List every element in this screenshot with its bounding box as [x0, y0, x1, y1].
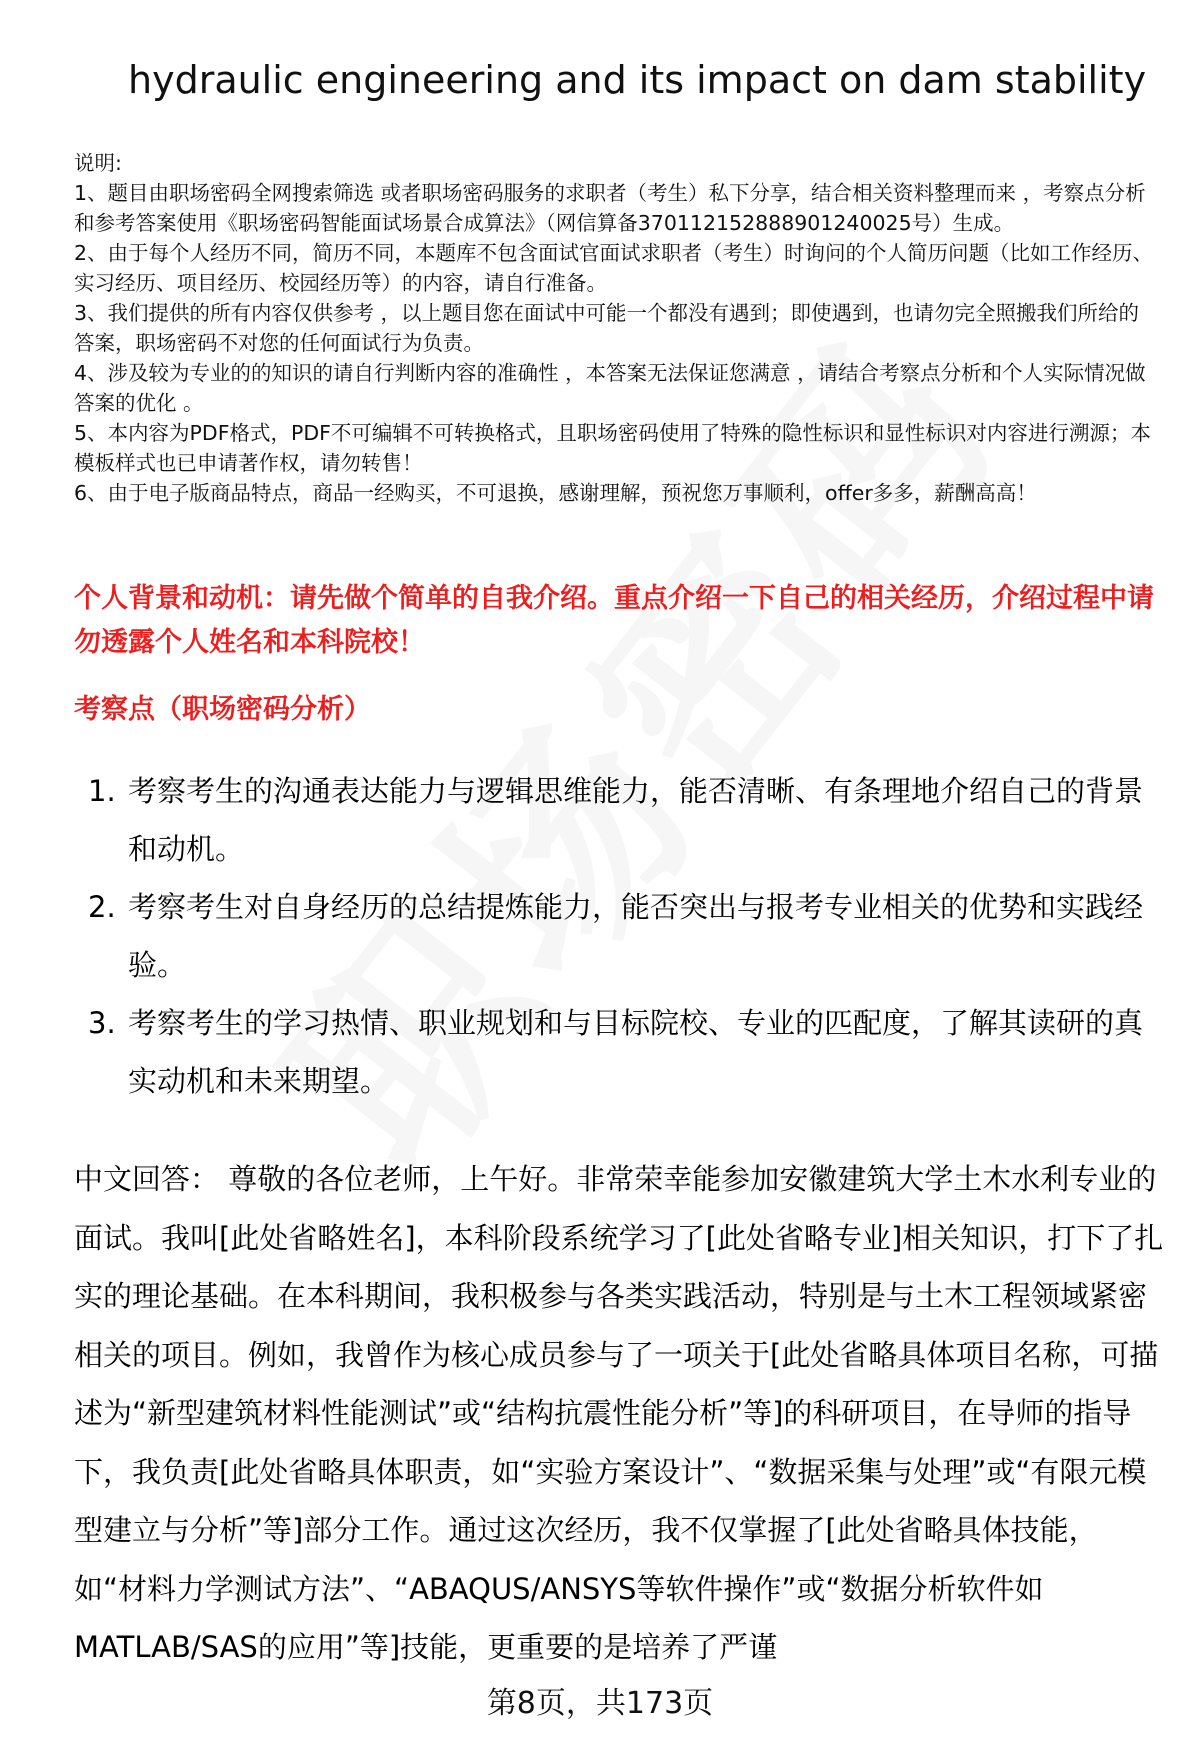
point-text: 考察考生的学习热情、职业规划和与目标院校、专业的匹配度，了解其读研的真实动机和未来期望。: [128, 1006, 1144, 1098]
point-text: 考察考生的沟通表达能力与逻辑思维能力，能否清晰、有条理地介绍自己的背景和动机。: [128, 774, 1144, 866]
assessment-point: [74, 878, 1154, 994]
assessment-point: [74, 762, 1154, 878]
notes-section: [74, 148, 1154, 508]
assessment-points-list: [74, 762, 1154, 1110]
page-footer: 第8页，共173页: [486, 1686, 714, 1721]
note-item: 3、我们提供的所有内容仅供参考 ，以上题目您在面试中可能一个都没有遇到；即使遇到，也请勿完全照搬我们所给的答案，职场密码不对您的任何面试行为负责。: [74, 301, 1140, 355]
page-title: hydraulic engineering and its impact on dam stability: [128, 58, 1147, 102]
note-item: 5、本内容为PDF格式，PDF不可编辑不可转换格式，且职场密码使用了特殊的隐性标识和显性标识对内容进行溯源；本模板样式也已申请著作权，请勿转售！: [74, 421, 1151, 475]
assessment-point: [74, 994, 1154, 1110]
note-item: 2、由于每个人经历不同，简历不同，本题库不包含面试官面试求职者（考生）时询问的个人简历问题（比如工作经历、实习经历、项目经历、校园经历等）的内容，请自行准备。: [74, 241, 1154, 295]
point-number: 3.: [88, 1006, 116, 1040]
point-number: 1.: [88, 774, 116, 808]
notes-label: 说明:: [74, 151, 122, 175]
question-heading: 个人背景和动机：请先做个简单的自我介绍。重点介绍一下自己的相关经历，介绍过程中请勿透露个人姓名和本科院校！: [74, 583, 1154, 658]
point-text: 考察考生对自身经历的总结提炼能力，能否突出与报考专业相关的优势和实践经验。: [128, 890, 1144, 982]
points-heading: 考察点（职场密码分析）: [74, 694, 371, 725]
note-item: 6、由于电子版商品特点，商品一经购买，不可退换，感谢理解，预祝您万事顺利，offer多多，薪酬高高！: [74, 481, 1037, 505]
note-item: 1、题目由职场密码全网搜索筛选 或者职场密码服务的求职者（考生）私下分享，结合相关资料整理而来 ，考察点分析和参考答案使用《职场密码智能面试场景合成算法》（网信算备370112152888901240025号）生成。: [74, 181, 1146, 235]
answer-paragraph: 中文回答： 尊敬的各位老师，上午好。非常荣幸能参加安徽建筑大学土木水利专业的面试。我叫[此处省略姓名]，本科阶段系统学习了[此处省略专业]相关知识，打下了扎实的理论基础。在本科期间，我积极参与各类实践活动，特别是与土木工程领域紧密相关的项目。例如，我曾作为核心成员参与了一项关于[此处省略具体项目名称，可描述为“新型建筑材料性能测试”或“结构抗震性能分析”等]的科研项目，在导师的指导下，我负责[此处省略具体职责，如“实验方案设计”、“数据采集与处理”或“有限元模型建立与分析”等]部分工作。通过这次经历，我不仅掌握了[此处省略具体技能，如“材料力学测试方法”、“ABAQUS/ANSYS等软件操作”或“数据分析软件如MATLAB/SAS的应用”等]技能，更重要的是培养了严谨: [74, 1162, 1164, 1664]
point-number: 2.: [88, 890, 116, 924]
note-item: 4、涉及较为专业的的知识的请自行判断内容的准确性 ，本答案无法保证您满意 ，请结合考察点分析和个人实际情况做答案的优化 。: [74, 361, 1146, 415]
